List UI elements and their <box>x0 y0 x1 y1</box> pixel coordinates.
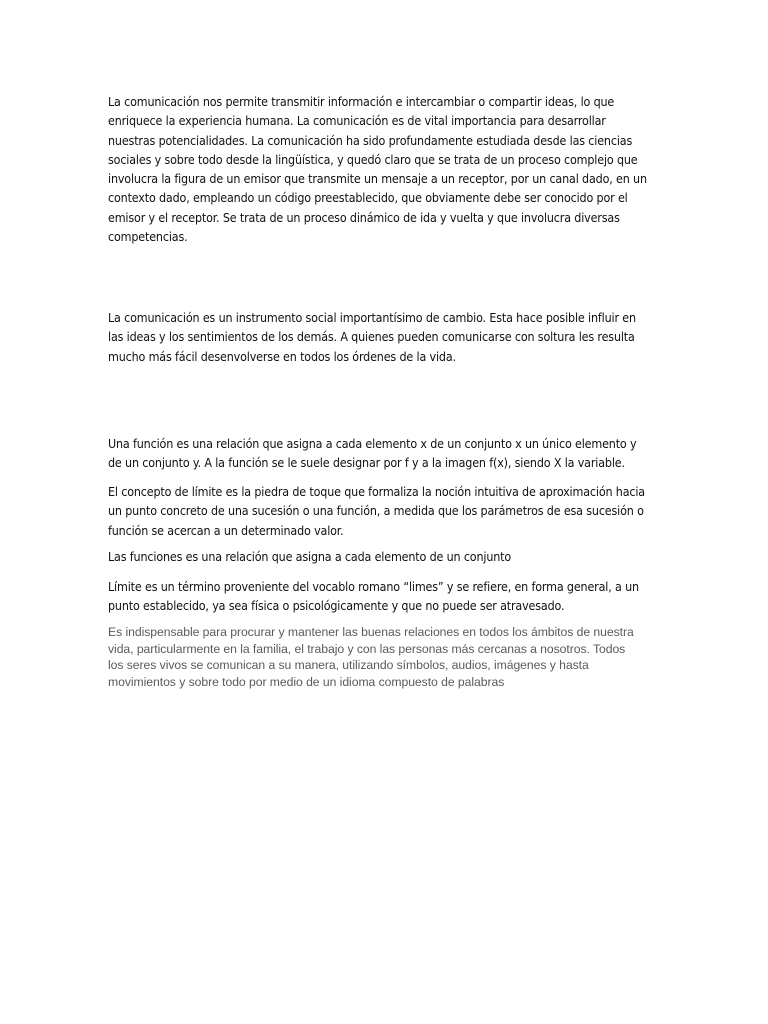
text-line: La comunicación nos permite transmitir información e intercambiar o compartir ideas, lo que <box>108 94 615 109</box>
text-line: contexto dado, empleando un código preestablecido, que obviamente debe ser conocido por el <box>108 190 628 206</box>
text-line: nuestras potencialidades. La comunicación ha sido profundamente estudiada desde las ciencias <box>108 132 633 148</box>
text-line: Una función es una relación que asigna a cada elemento x de un conjunto x un único elemento y <box>108 436 637 451</box>
text-line: un punto concreto de una sucesión o una función, a medida que los parámetros de esa sucesión o <box>108 503 644 519</box>
paragraph-communication-social <box>108 308 668 366</box>
paragraph-limit-concept <box>108 482 668 540</box>
text-line: punto establecido, ya sea física o psicológicamente y que no puede ser atravesado. <box>108 598 565 614</box>
text-line: involucra la figura de un emisor que transmite un mensaje a un receptor, por un canal dado, en un <box>108 171 647 187</box>
text-line: La comunicación es un instrumento social importantísimo de cambio. Esta hace posible influir en <box>108 310 636 325</box>
paragraph-limit-term <box>108 577 668 616</box>
text-line: Las funciones es una relación que asigna a cada elemento de un conjunto <box>108 549 512 564</box>
text-line: Es indispensable para procurar y mantener las buenas relaciones en todos los ámbitos de nuestra <box>108 625 634 639</box>
text-line: enriquece la experiencia humana. La comunicación es de vital importancia para desarrollar <box>108 113 606 129</box>
text-line: sociales y sobre todo desde la lingüística, y quedó claro que se trata de un proceso complejo que <box>108 151 638 167</box>
paragraph-function-definition <box>108 434 668 473</box>
text-line: competencias. <box>108 229 188 245</box>
paragraph-communication-intro <box>108 92 668 246</box>
text-line: vida, particularmente en la familia, el trabajo y con las personas más cercanas a nosotros. Todos <box>108 641 626 656</box>
text-line: Límite es un término proveniente del vocablo romano “limes” y se refiere, en forma general, a un <box>108 579 639 594</box>
paragraph-communication-relations <box>108 624 634 690</box>
paragraph-functions-short <box>108 547 668 566</box>
text-line: función se acercan a un determinado valor. <box>108 522 344 538</box>
text-line: las ideas y los sentimientos de los demás. A quienes pueden comunicarse con soltura les resulta <box>108 329 635 345</box>
text-line: de un conjunto y. A la función se le suele designar por f y a la imagen f(x), siendo X la variable. <box>108 455 625 471</box>
text-line: El concepto de límite es la piedra de toque que formaliza la noción intuitiva de aproximación hacia <box>108 484 645 499</box>
text-line: movimientos y sobre todo por medio de un idioma compuesto de palabras <box>108 674 505 689</box>
text-line: emisor y el receptor. Se trata de un proceso dinámico de ida y vuelta y que involucra diversas <box>108 209 620 225</box>
text-line: mucho más fácil desenvolverse en todos los órdenes de la vida. <box>108 348 456 364</box>
text-line: los seres vivos se comunican a su manera, utilizando símbolos, audios, imágenes y hasta <box>108 658 589 673</box>
